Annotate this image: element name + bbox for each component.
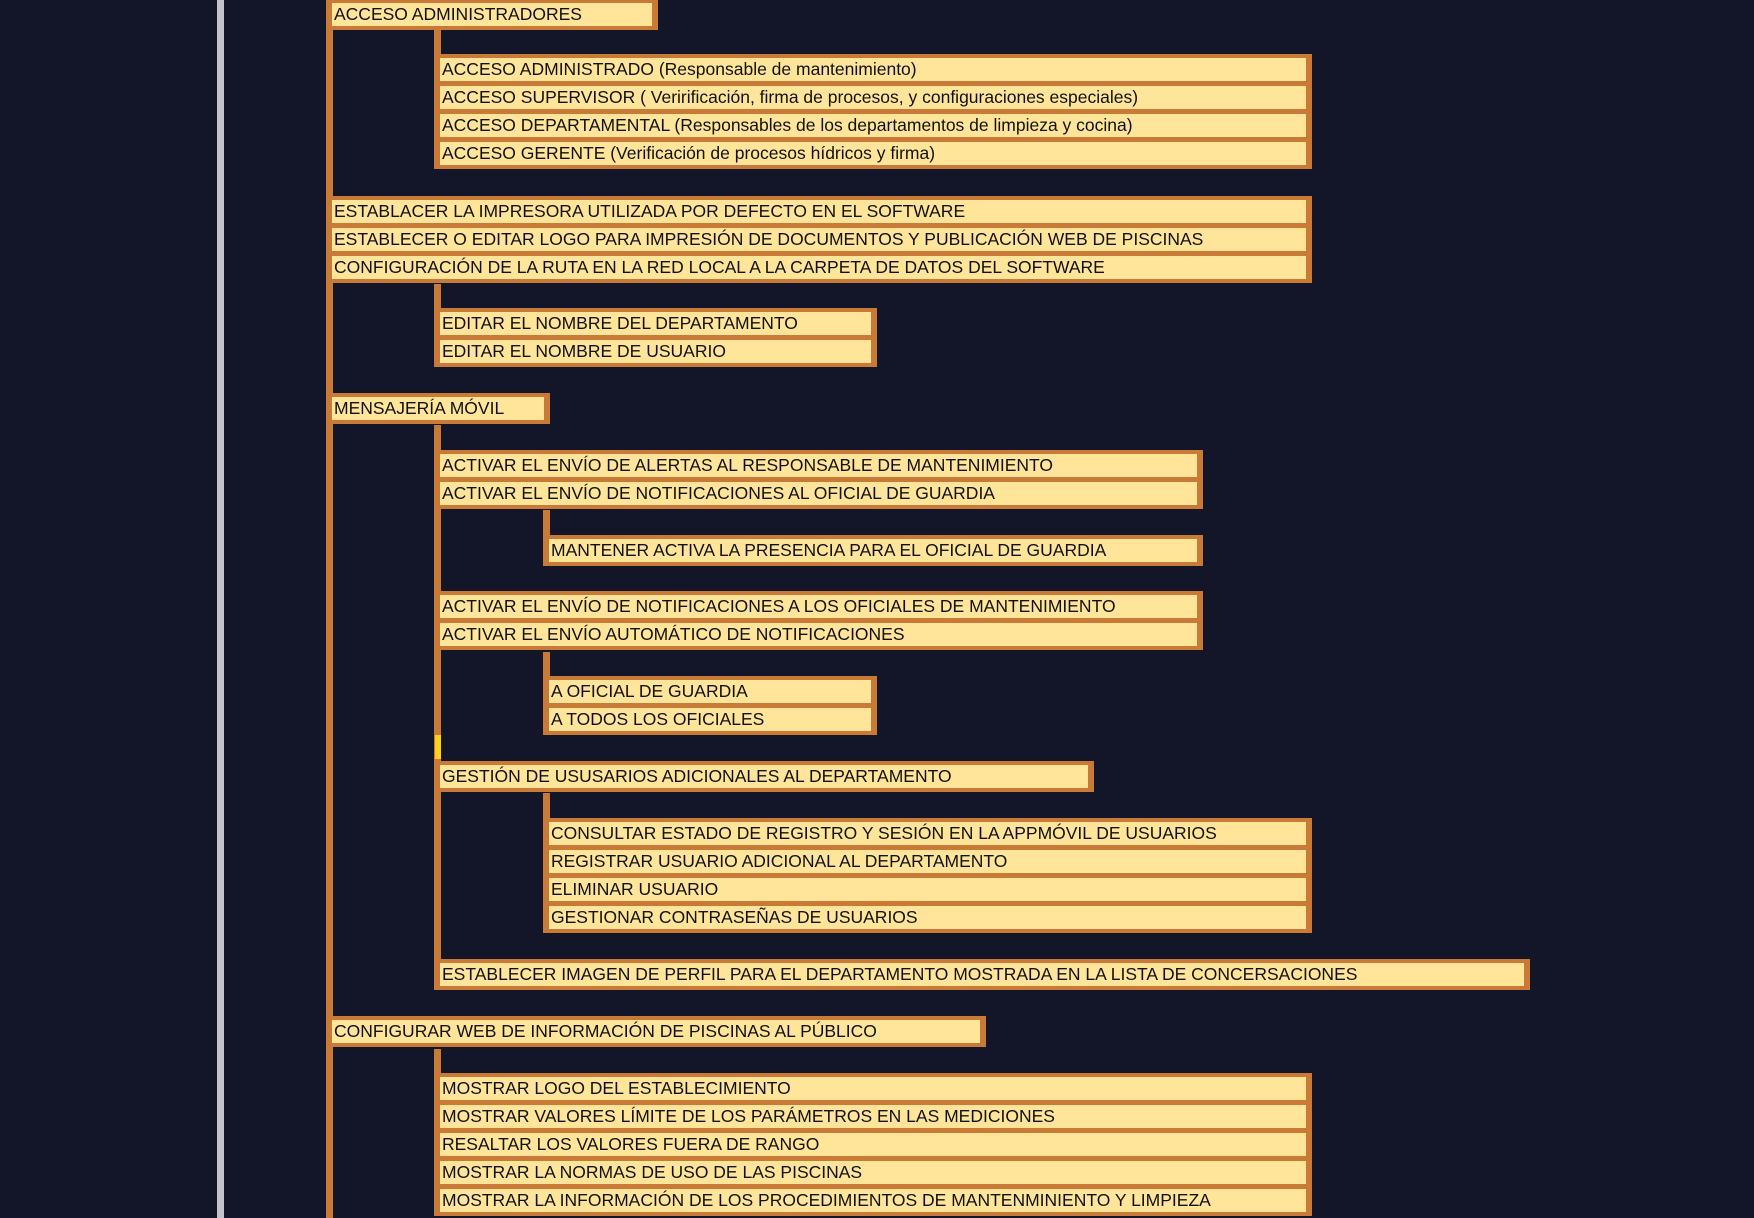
alert-maintenance: ACTIVAR EL ENVÍO DE ALERTAS AL RESPONSABLE DE MANTENIMIENTO — [440, 454, 1197, 477]
group-edit-names — [434, 308, 877, 367]
web-show-procedures: MOSTRAR LA INFORMACIÓN DE LOS PROCEDIMIENTOS DE MANTENMINIENTO Y LIMPIEZA — [440, 1189, 1306, 1212]
node-label: CONFIGURAR WEB DE INFORMACIÓN DE PISCINAS AL PÚBLICO — [332, 1020, 980, 1043]
group-system-settings — [326, 196, 1312, 283]
role-gerente: ACCESO GERENTE (Verificación de procesos hídricos y firma) — [440, 142, 1306, 165]
setting-network-path: CONFIGURACIÓN DE LA RUTA EN LA RED LOCAL A LA CARPETA DE DATOS DEL SOFTWARE — [332, 256, 1306, 279]
group-presence — [543, 535, 1203, 566]
alert-guard-officer: ACTIVAR EL ENVÍO DE NOTIFICACIONES AL OFICIAL DE GUARDIA — [440, 482, 1197, 505]
node-mobile-messaging — [326, 393, 550, 424]
connector-users — [543, 793, 550, 821]
connector-highlight-mark — [435, 735, 441, 759]
group-notifications — [434, 591, 1203, 650]
setting-logo: ESTABLECER O EDITAR LOGO PARA IMPRESIÓN DE DOCUMENTOS Y PUBLICACIÓN WEB DE PISCINAS — [332, 228, 1306, 251]
notify-automatic: ACTIVAR EL ENVÍO AUTOMÁTICO DE NOTIFICACIONES — [440, 623, 1197, 646]
group-users-actions — [543, 818, 1312, 933]
setting-default-printer: ESTABLACER LA IMPRESORA UTILIZADA POR DEFECTO EN EL SOFTWARE — [332, 200, 1306, 223]
connector-presence — [543, 510, 550, 538]
edit-user-name: EDITAR EL NOMBRE DE USUARIO — [440, 340, 871, 363]
user-passwords: GESTIONAR CONTRASEÑAS DE USUARIOS — [549, 906, 1306, 929]
target-all-officers: A TODOS LOS OFICIALES — [549, 708, 871, 731]
user-delete: ELIMINAR USUARIO — [549, 878, 1306, 901]
role-administrado: ACCESO ADMINISTRADO (Responsable de mantenimiento) — [440, 58, 1306, 81]
web-show-pool-rules: MOSTRAR LA NORMAS DE USO DE LAS PISCINAS — [440, 1161, 1306, 1184]
user-register: REGISTRAR USUARIO ADICIONAL AL DEPARTAMENTO — [549, 850, 1306, 873]
edit-department-name: EDITAR EL NOMBRE DEL DEPARTAMENTO — [440, 312, 871, 335]
left-rail — [217, 0, 224, 1218]
group-alerts — [434, 450, 1203, 509]
profile-image-setting: ESTABLECER IMAGEN DE PERFIL PARA EL DEPARTAMENTO MOSTRADA EN LA LISTA DE CONCERSACIONES — [440, 963, 1524, 986]
role-departamental: ACCESO DEPARTAMENTAL (Responsables de los departamentos de limpieza y cocina) — [440, 114, 1306, 137]
node-label: ACCESO ADMINISTRADORES — [332, 3, 652, 26]
web-show-logo: MOSTRAR LOGO DEL ESTABLECIMIENTO — [440, 1077, 1306, 1100]
user-session-status: CONSULTAR ESTADO DE REGISTRO Y SESIÓN EN LA APPMÓVIL DE USUARIOS — [549, 822, 1306, 845]
node-users-management — [434, 761, 1094, 792]
node-label: GESTIÓN DE USUSARIOS ADICIONALES AL DEPARTAMENTO — [440, 765, 1088, 788]
node-admin-access — [326, 0, 658, 30]
web-show-limits: MOSTRAR VALORES LÍMITE DE LOS PARÁMETROS EN LAS MEDICIONES — [440, 1105, 1306, 1128]
role-supervisor: ACCESO SUPERVISOR ( Veririficación, firma de procesos, y configuraciones especiales) — [440, 86, 1306, 109]
target-guard-officer: A OFICIAL DE GUARDIA — [549, 680, 871, 703]
presence-guard-officer: MANTENER ACTIVA LA PRESENCIA PARA EL OFICIAL DE GUARDIA — [549, 539, 1197, 562]
group-auto-targets — [543, 676, 877, 735]
notify-maintenance-officers: ACTIVAR EL ENVÍO DE NOTIFICACIONES A LOS OFICIALES DE MANTENIMIENTO — [440, 595, 1197, 618]
group-admin-roles — [434, 54, 1312, 169]
group-web-options — [434, 1073, 1312, 1216]
node-pool-web — [326, 1016, 986, 1047]
node-label: MENSAJERÍA MÓVIL — [332, 397, 544, 420]
web-highlight-out-of-range: RESALTAR LOS VALORES FUERA DE RANGO — [440, 1133, 1306, 1156]
group-profile-image — [434, 959, 1530, 990]
